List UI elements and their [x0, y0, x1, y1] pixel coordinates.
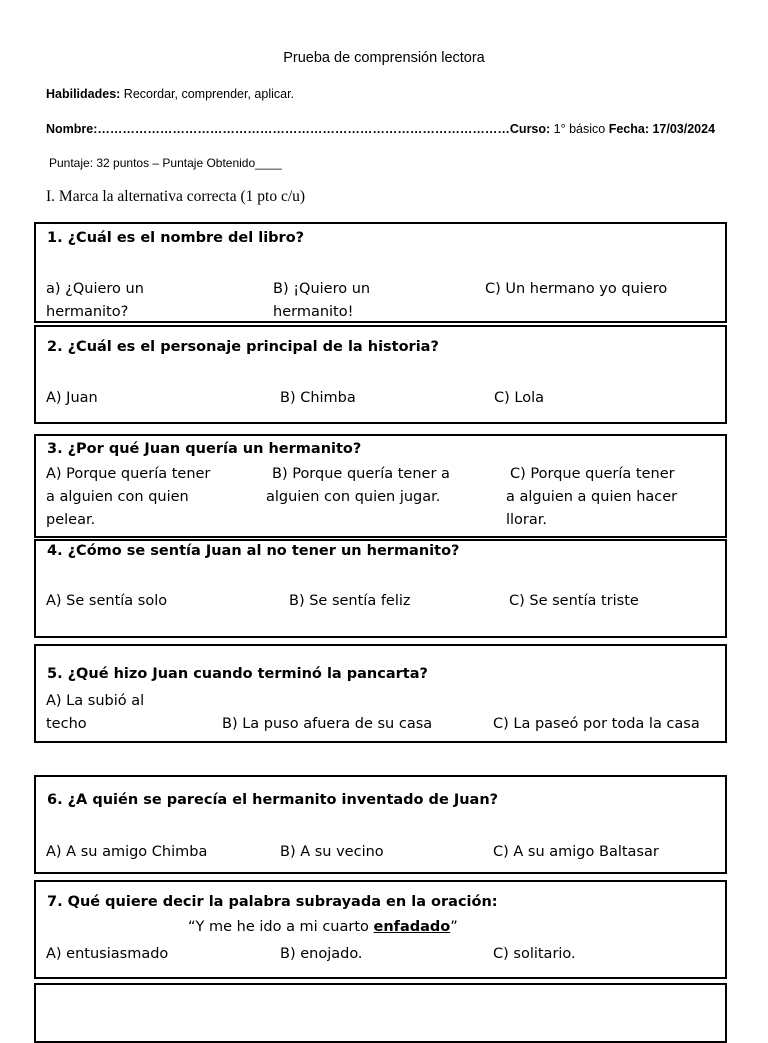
- date-label: Fecha:: [608, 122, 649, 136]
- question-3-text: 3. ¿Por qué Juan quería un hermanito?: [47, 441, 362, 457]
- section-title: I. Marca la alternativa correcta (1 pto c/u): [46, 188, 306, 205]
- question-5-option-b[interactable]: B) La puso afuera de su casa: [222, 716, 433, 732]
- question-7-quote: “Y me he ido a mi cuarto enfadado”: [188, 919, 458, 935]
- skills-label: Habilidades:: [46, 87, 121, 101]
- question-6-box: [34, 775, 727, 874]
- question-2-option-a[interactable]: A) Juan: [46, 390, 98, 406]
- score-line: Puntaje: 32 puntos – Puntaje Obtenido____: [49, 156, 282, 170]
- question-6-option-c[interactable]: C) A su amigo Baltasar: [493, 844, 659, 860]
- question-7-option-c[interactable]: C) solitario.: [493, 946, 576, 962]
- name-label: Nombre:: [46, 122, 98, 136]
- question-1-text: 1. ¿Cuál es el nombre del libro?: [47, 230, 305, 246]
- underlined-word: enfadado: [373, 919, 451, 935]
- question-6-text: 6. ¿A quién se parecía el hermanito inventado de Juan?: [47, 792, 499, 808]
- question-2-text: 2. ¿Cuál es el personaje principal de la historia?: [47, 339, 439, 355]
- question-5-text: 5. ¿Qué hizo Juan cuando terminó la pancarta?: [47, 666, 428, 682]
- question-5-option-c[interactable]: C) La paseó por toda la casa: [493, 716, 700, 732]
- question-7-text: 7. Qué quiere decir la palabra subrayada en la oración:: [47, 894, 498, 910]
- student-info-line: [46, 122, 715, 136]
- question-3-option-c[interactable]: C) Porque quería tener a alguien a quien hacer llorar.: [506, 466, 678, 528]
- course-value: 1° básico: [550, 122, 609, 136]
- question-3-box: [34, 434, 727, 538]
- question-4-option-c[interactable]: C) Se sentía triste: [509, 593, 639, 609]
- question-4-option-a[interactable]: A) Se sentía solo: [46, 593, 168, 609]
- question-4-text: 4. ¿Cómo se sentía Juan al no tener un hermanito?: [47, 543, 460, 559]
- question-6-option-a[interactable]: A) A su amigo Chimba: [46, 844, 208, 860]
- question-1-box: [34, 222, 727, 323]
- question-7-option-b[interactable]: B) enojado.: [280, 946, 363, 962]
- question-2-option-b[interactable]: B) Chimba: [280, 390, 356, 406]
- question-5-option-a[interactable]: A) La subió al techo: [46, 693, 145, 732]
- name-blank[interactable]: ………………………………………………………………………………………: [97, 122, 510, 136]
- question-2-box: [34, 325, 727, 424]
- question-3-option-b[interactable]: B) Porque quería tener a alguien con quien jugar.: [266, 466, 450, 505]
- question-2-option-c[interactable]: C) Lola: [494, 390, 544, 406]
- question-7-box: [34, 880, 727, 979]
- question-6-option-b[interactable]: B) A su vecino: [280, 844, 384, 860]
- skills-line: [46, 87, 294, 101]
- date-value: 17/03/2024: [649, 122, 716, 136]
- question-1-option-b[interactable]: B) ¡Quiero un hermanito!: [273, 281, 371, 320]
- course-label: Curso:: [509, 122, 551, 136]
- question-1-option-c[interactable]: C) Un hermano yo quiero: [485, 281, 668, 297]
- question-8-box: [34, 983, 727, 1043]
- question-4-option-b[interactable]: B) Se sentía feliz: [289, 593, 411, 609]
- question-4-box: [34, 539, 727, 638]
- skills-value: Recordar, comprender, aplicar.: [120, 87, 295, 101]
- question-1-option-a[interactable]: a) ¿Quiero un hermanito?: [46, 281, 144, 320]
- document-title: Prueba de comprensión lectora: [283, 50, 485, 66]
- question-7-option-a[interactable]: A) entusiasmado: [46, 946, 169, 962]
- question-5-box: [34, 644, 727, 743]
- question-3-option-a[interactable]: A) Porque quería tener a alguien con quien pelear.: [46, 466, 211, 528]
